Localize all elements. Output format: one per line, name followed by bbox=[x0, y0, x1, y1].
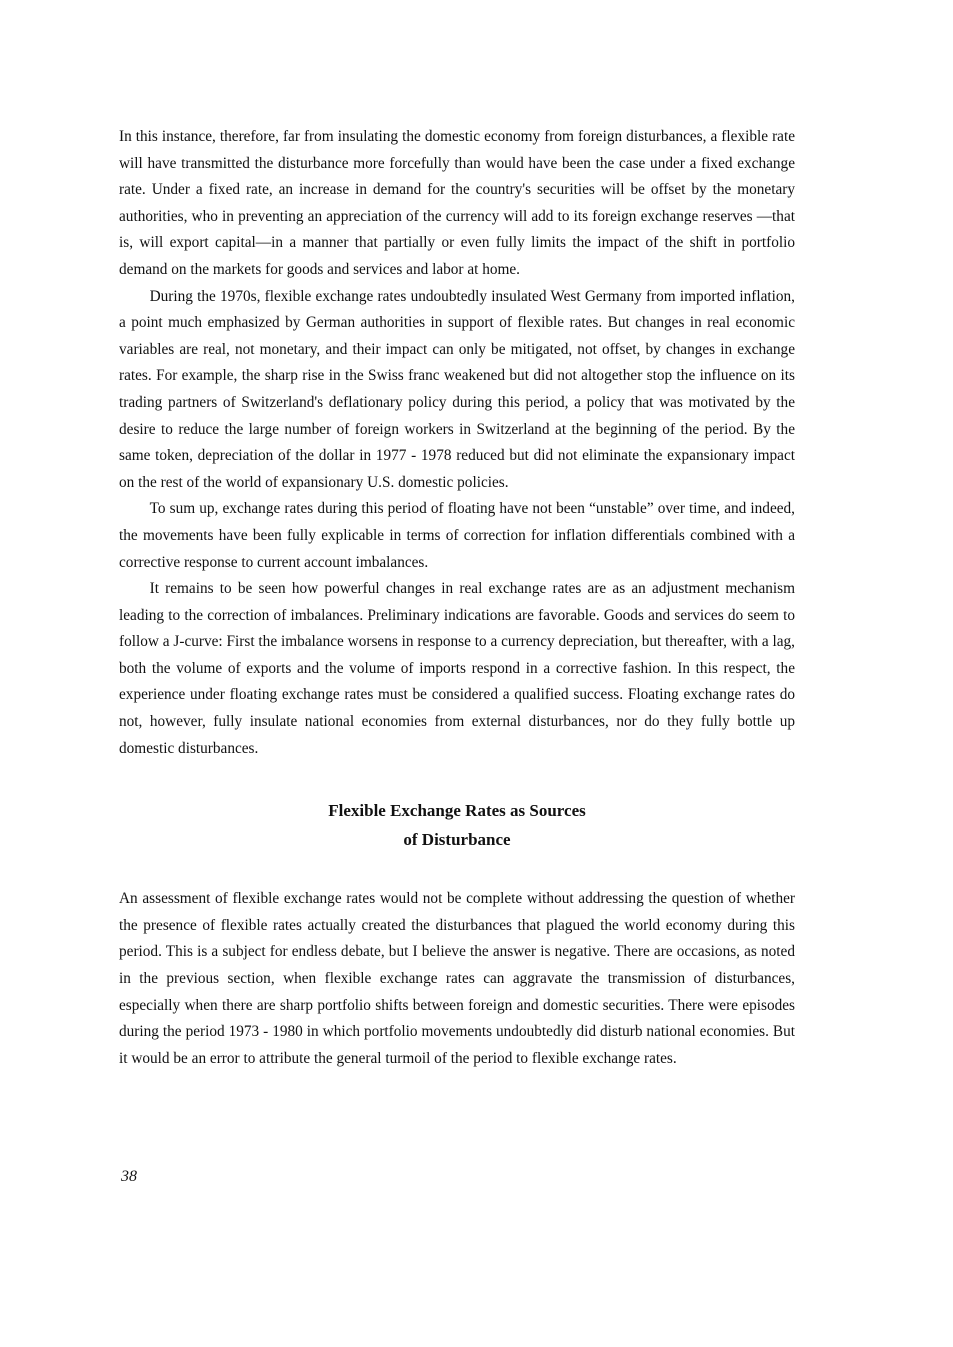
page-number: 38 bbox=[121, 1168, 137, 1185]
page-body bbox=[119, 124, 795, 1072]
paragraph-1970s-germany: During the 1970s, flexible exchange rates undoubtedly insulated West Germany from imported inflation, a point much emphasized by German authorities in support of flexible rates. But changes in real economic variables are real, not monetary, and their impact can only be mitigated, not offset, by changes in exchange rates. For example, the sharp rise in the Swiss franc weakened but did not altogether stop the influence on its trading partners of Switzerland's deflationary policy during this period, a policy that was motivated by the desire to reduce the large number of foreign workers in Switzerland at the beginning of the period. By the same token, depreciation of the dollar in 1977 - 1978 reduced but did not eliminate the expansionary impact on the rest of the world of expansionary U.S. domestic policies. bbox=[119, 287, 795, 491]
section-heading-line-1: Flexible Exchange Rates as Sources bbox=[328, 801, 586, 821]
paragraph-assessment: An assessment of flexible exchange rates would not be complete without addressing the question of whether the presence of flexible rates actually created the disturbances that plagued the world economy during this period. This is a subject for endless debate, but I believe the answer is negative. There are occasions, as noted in the previous section, when flexible exchange rates can aggravate the transmission of disturbances, especially when there are sharp portfolio shifts between foreign and domestic securities. There were episodes during the period 1973 - 1980 in which portfolio movements undoubtedly did disturb national economies. But it would be an error to attribute the general turmoil of the period to flexible exchange rates. bbox=[119, 890, 795, 1067]
paragraph-sum-up: To sum up, exchange rates during this period of floating have not been “unstable” over time, and indeed, the movements have been fully explicable in terms of correction for inflation differentials combined with a corrective response to current account imbalances. bbox=[119, 500, 795, 571]
section-heading-line-2: of Disturbance bbox=[403, 830, 511, 850]
section-heading bbox=[119, 796, 795, 886]
paragraph-j-curve: It remains to be seen how powerful changes in real exchange rates are as an adjustment mechanism leading to the correction of imbalances. Preliminary indications are favorable. Goods and services do seem to follow a J-curve: First the imbalance worsens in response to a currency depreciation, but thereafter, with a lag, both the volume of exports and the volume of imports respond in a corrective fashion. In this respect, the experience under floating exchange rates must be considered a qualified success. Floating exchange rates do not, however, fully insulate national economies from external disturbances, nor do they fully bottle up domestic disturbances. bbox=[119, 580, 795, 757]
paragraph-portfolio-shift: In this instance, therefore, far from insulating the domestic economy from foreign disturbances, a flexible rate will have transmitted the disturbance more forcefully than would have been the case under a fixed exchange rate. Under a fixed rate, an increase in demand for the country's securities will be offset by the monetary authorities, who in preventing an appreciation of the currency will add to its foreign exchange reserves —that is, will export capital—in a manner that partially or even fully limits the impact of the shift in portfolio demand on the markets for goods and services and labor at home. bbox=[119, 128, 795, 278]
